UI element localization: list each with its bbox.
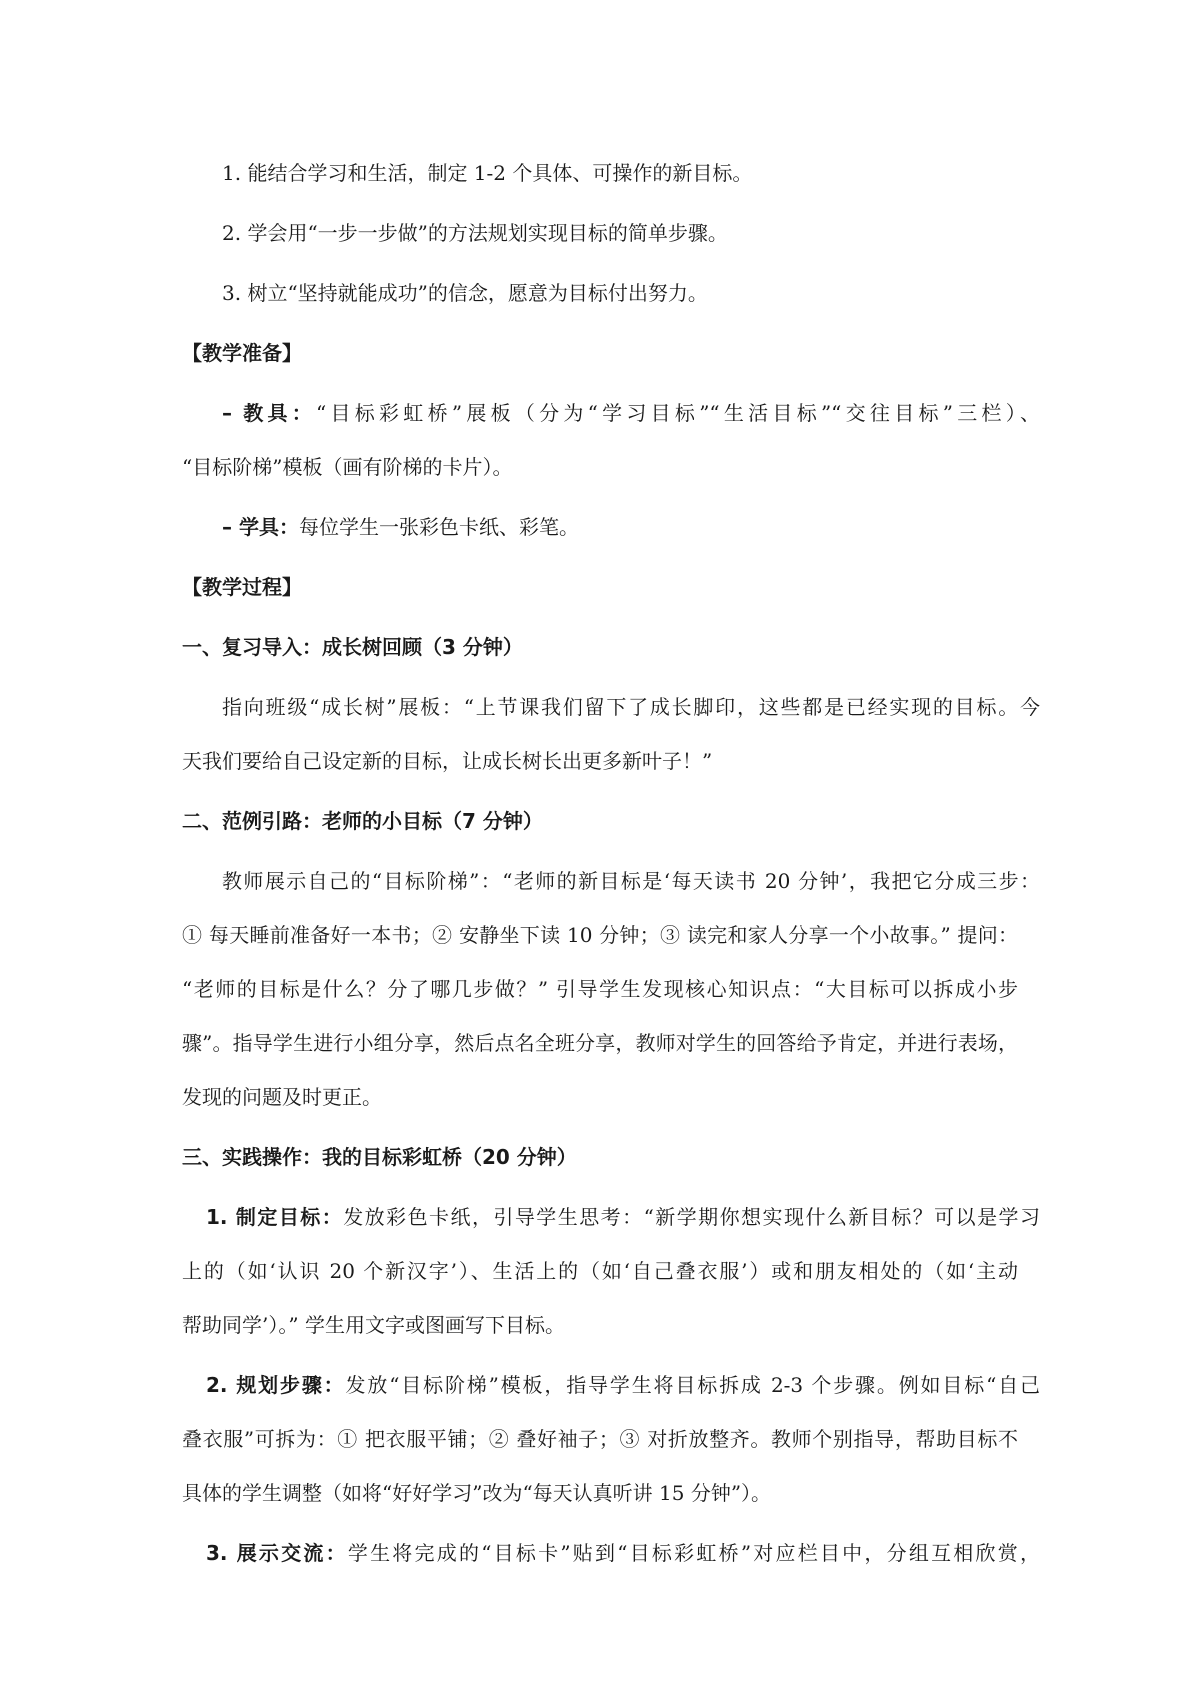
substep-1-label: 1. 制定目标： — [206, 1205, 344, 1229]
paragraph-line: 发现的问题及时更正。 — [182, 1085, 382, 1109]
objective-3: 3. 树立“坚持就能成功”的信念，愿意为目标付出努力。 — [222, 281, 708, 305]
section-heading-prep: 【教学准备】 — [182, 341, 302, 365]
paragraph-line: 具体的学生调整（如将“好好学习”改为“每天认真听讲 15 分钟”）。 — [182, 1481, 772, 1505]
paragraph-line: 天我们要给自己设定新的目标，让成长树长出更多新叶子！” — [182, 749, 713, 773]
substep-3 — [206, 1538, 1040, 1568]
prep-teacher-label: – 教具： — [222, 401, 317, 425]
step-title-3: 三、实践操作：我的目标彩虹桥（20 分钟） — [182, 1145, 577, 1169]
substep-3-text: 学生将完成的“目标卡”贴到“目标彩虹桥”对应栏目中，分组互相欣赏， — [347, 1541, 1040, 1565]
paragraph-line: 叠衣服”可拆为：① 把衣服平铺；② 叠好袖子；③ 对折放整齐。教师个别指导，帮助目标不 — [182, 1427, 1018, 1451]
paragraph-line: “老师的目标是什么？分了哪几步做？” 引导学生发现核心知识点：“大目标可以拆成小步 — [182, 977, 1018, 1001]
prep-student-label: – 学具： — [222, 515, 299, 539]
prep-teacher-text: “目标彩虹桥”展板（分为“学习目标”“生活目标”“交往目标”三栏）、 — [316, 401, 1041, 425]
paragraph-line: ① 每天睡前准备好一本书；② 安静坐下读 10 分钟；③ 读完和家人分享一个小故事。” 提问： — [182, 923, 1018, 947]
objective-2: 2. 学会用“一步一步做”的方法规划实现目标的简单步骤。 — [222, 221, 728, 245]
prep-teacher — [222, 398, 1040, 428]
substep-2-text: 发放“目标阶梯”模板，指导学生将目标拆成 2-3 个步骤。例如目标“自己 — [345, 1373, 1040, 1397]
step-title-1: 一、复习导入：成长树回顾（3 分钟） — [182, 635, 523, 659]
section-heading-process: 【教学过程】 — [182, 575, 302, 599]
substep-2 — [206, 1370, 1040, 1400]
substep-3-label: 3. 展示交流： — [206, 1541, 348, 1565]
paragraph-line: 帮助同学’）。” 学生用文字或图画写下目标。 — [182, 1313, 565, 1337]
substep-2-label: 2. 规划步骤： — [206, 1373, 346, 1397]
paragraph-line: 教师展示自己的“目标阶梯”：“老师的新目标是‘每天读书 20 分钟’，我把它分成三步： — [222, 869, 1040, 893]
paragraph-line: 骤”。指导学生进行小组分享，然后点名全班分享，教师对学生的回答给予肯定，并进行表场， — [182, 1031, 1018, 1055]
paragraph-line: 上的（如‘认识 20 个新汉字’）、生活上的（如‘自己叠衣服’）或和朋友相处的（如‘主动 — [182, 1259, 1018, 1283]
substep-1 — [206, 1202, 1040, 1232]
prep-teacher-cont: “目标阶梯”模板（画有阶梯的卡片）。 — [182, 455, 513, 479]
prep-student-text: 每位学生一张彩色卡纸、彩笔。 — [298, 515, 579, 539]
prep-student — [222, 512, 579, 542]
objective-1: 1. 能结合学习和生活，制定 1-2 个具体、可操作的新目标。 — [222, 161, 753, 185]
substep-1-text: 发放彩色卡纸，引导学生思考：“新学期你想实现什么新目标？可以是学习 — [343, 1205, 1040, 1229]
step-title-2: 二、范例引路：老师的小目标（7 分钟） — [182, 809, 543, 833]
paragraph-line: 指向班级“成长树”展板：“上节课我们留下了成长脚印，这些都是已经实现的目标。今 — [222, 695, 1040, 719]
